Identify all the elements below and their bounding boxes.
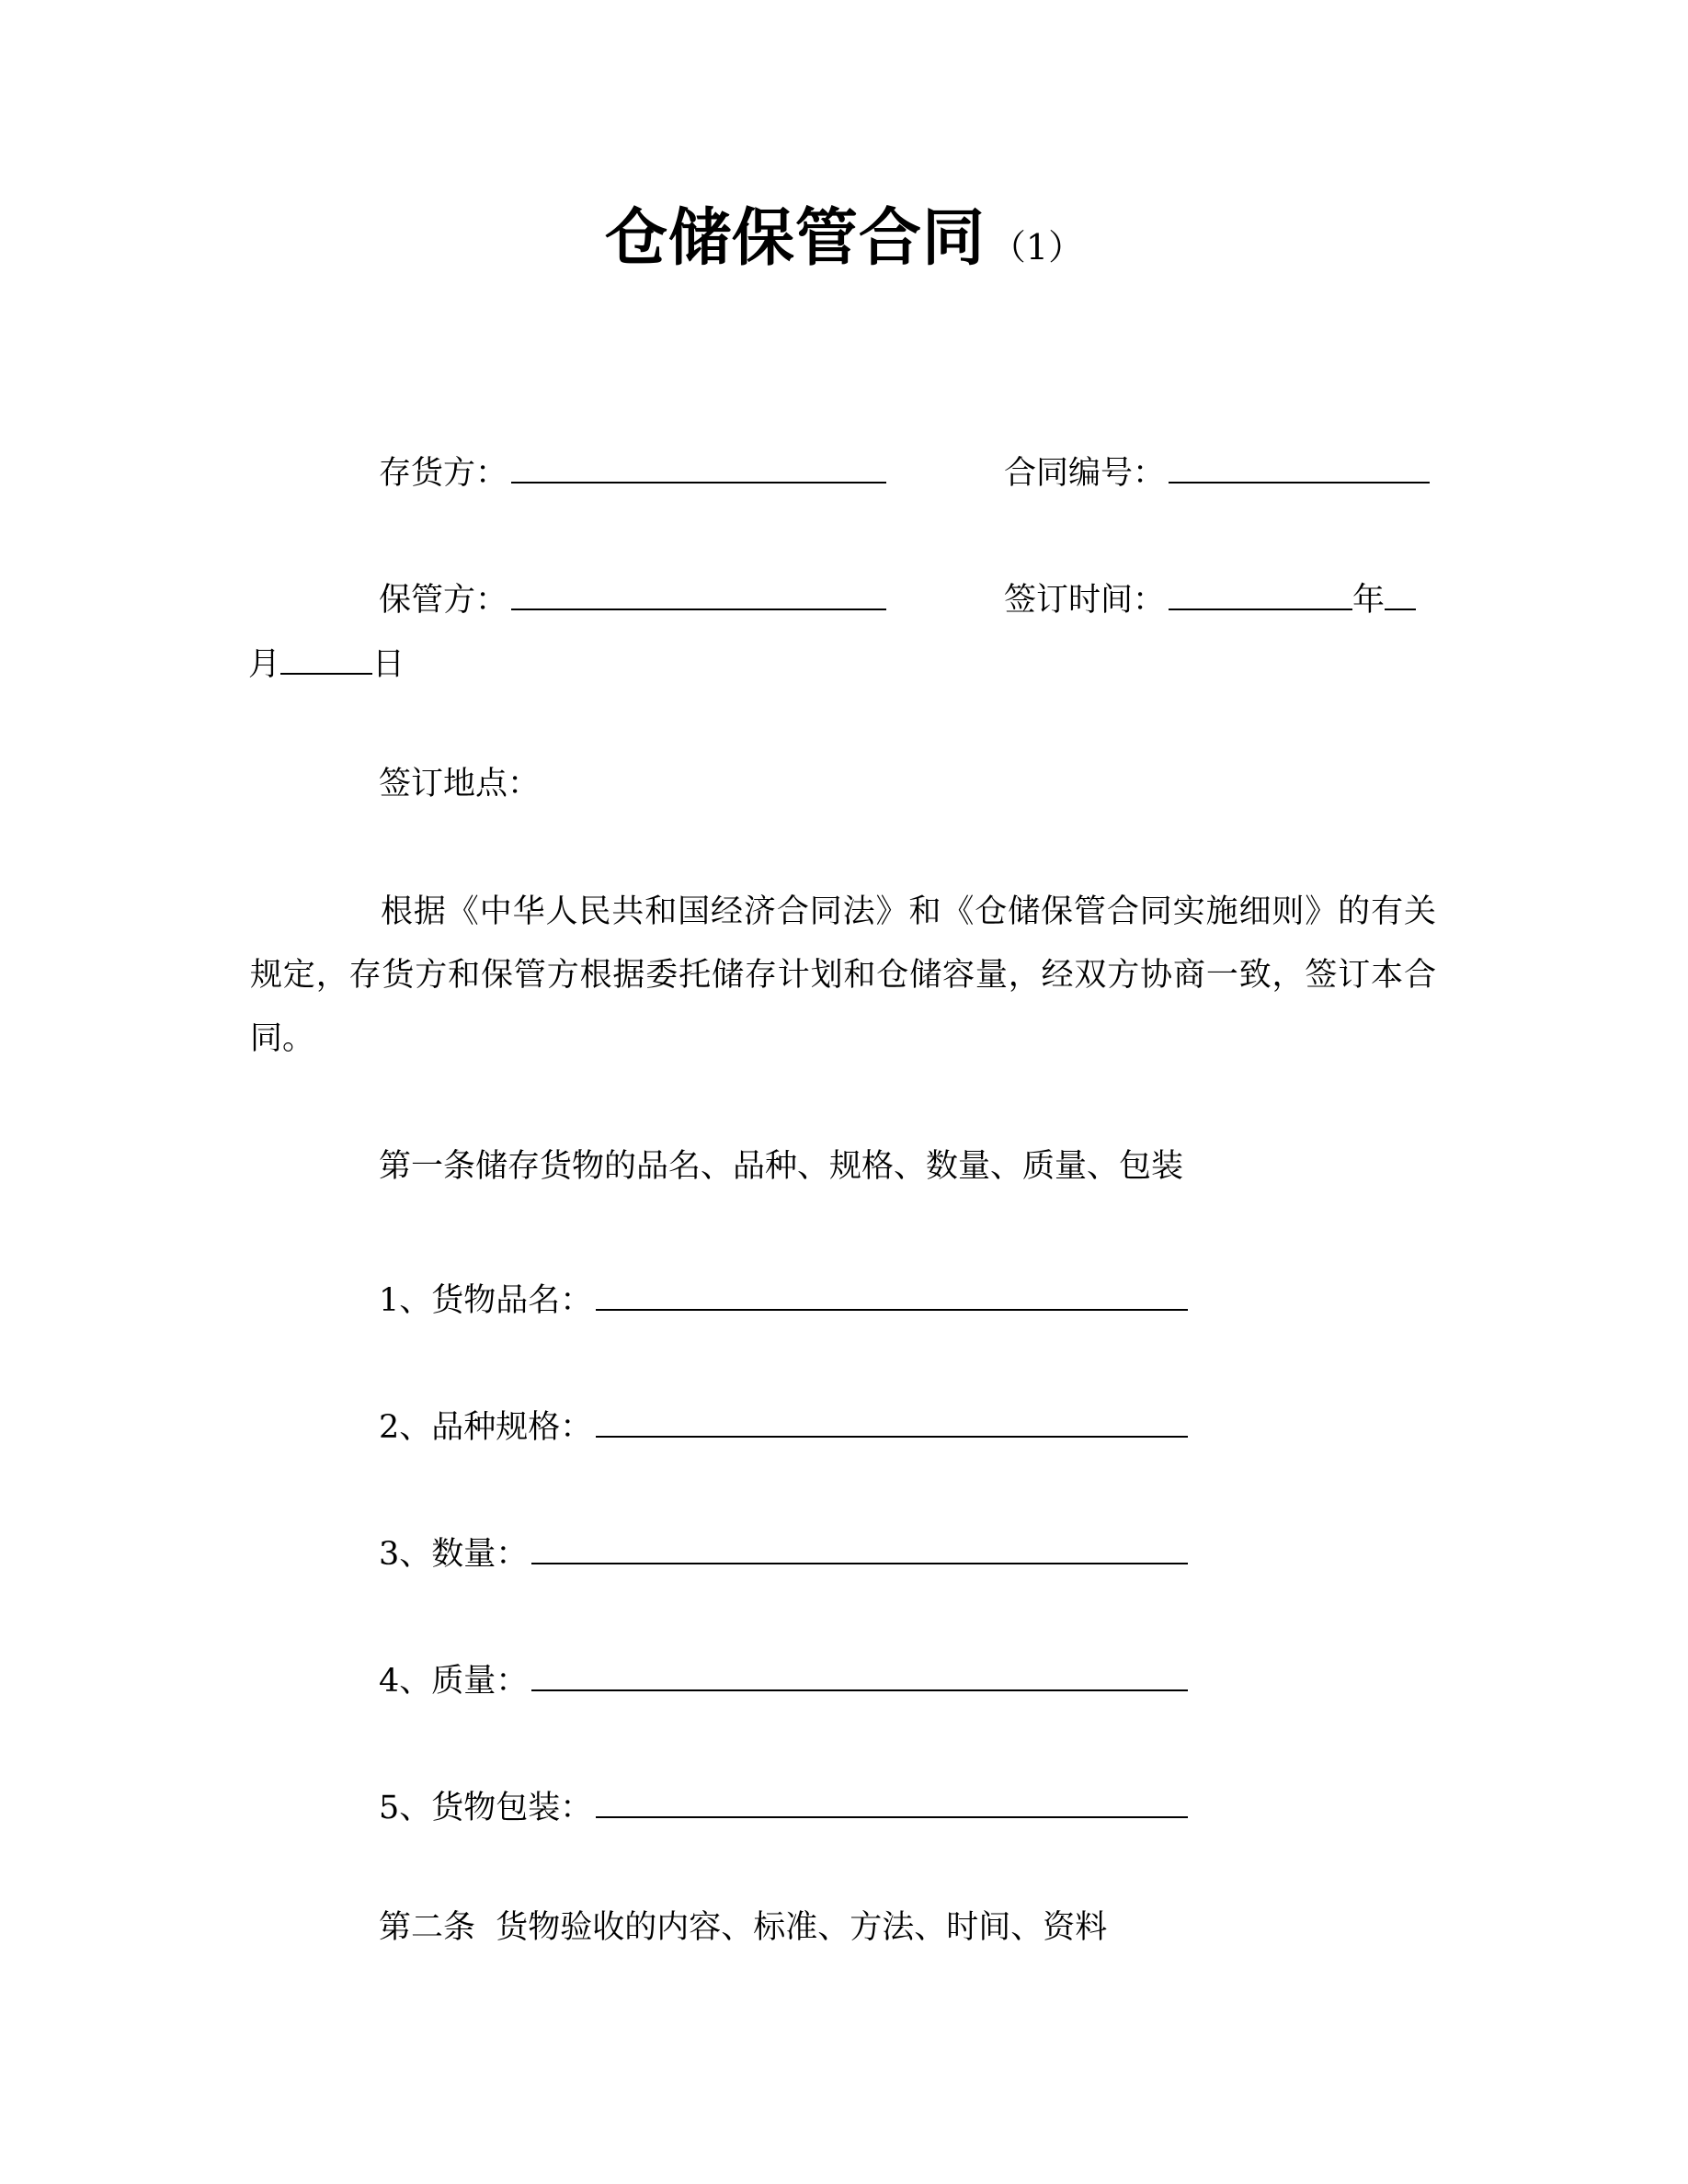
title-main: 仓储保管合同 [604, 202, 986, 275]
sign-place-field [379, 763, 540, 805]
custodian-label: 保管方： [379, 582, 508, 619]
article1-heading: 第一条储存货物的品名、品种、规格、数量、质量、包装 [379, 1148, 1184, 1185]
month-label: 月 [248, 646, 281, 683]
depositor-blank [511, 445, 886, 483]
day-blank [280, 636, 372, 675]
depositor-field [379, 445, 886, 495]
item-quantity-label: 3、数量： [379, 1536, 529, 1573]
item-goods-name-blank [596, 1272, 1188, 1311]
day-label: 日 [372, 646, 405, 683]
item-quality [379, 1653, 1188, 1702]
custodian-field [379, 572, 886, 621]
month-blank-start [1385, 572, 1416, 610]
custodian-blank [511, 572, 886, 610]
item-packaging-label: 5、货物包装： [379, 1790, 593, 1826]
item-quality-blank [531, 1653, 1188, 1691]
item-packaging-blank [596, 1780, 1188, 1818]
sign-place-label: 签订地点： [379, 766, 541, 802]
article2-heading: 第二条 货物验收的内容、标准、方法、时间、资料 [379, 1909, 1108, 1946]
preamble-paragraph: 根据《中华人民共和国经济合同法》和《仓储保管合同实施细则》的有关规定，存货方和保管方根据委托储存计划和仓储容量，经双方协商一致，签订本合同。 [250, 893, 1436, 1057]
item-spec-blank [596, 1399, 1188, 1438]
item-goods-name-label: 1、货物品名： [379, 1282, 593, 1319]
item-goods-name [379, 1272, 1188, 1322]
sign-date-continued [248, 636, 405, 686]
item-spec-label: 2、品种规格： [379, 1409, 593, 1446]
item-quantity [379, 1526, 1188, 1575]
item-quality-label: 4、质量： [379, 1663, 529, 1700]
item-quantity-blank [531, 1526, 1188, 1564]
sign-time-label: 签订时间： [1004, 582, 1166, 619]
contract-no-field [1004, 445, 1430, 495]
year-blank [1169, 572, 1352, 610]
document-title [0, 202, 1688, 291]
contract-no-blank [1169, 445, 1430, 483]
item-packaging [379, 1780, 1188, 1829]
item-spec [379, 1399, 1188, 1449]
year-label: 年 [1352, 582, 1386, 619]
sign-time-field [1004, 572, 1416, 621]
title-suffix: （1） [990, 227, 1084, 267]
contract-no-label: 合同编号： [1004, 455, 1166, 492]
depositor-label: 存货方： [379, 455, 508, 492]
